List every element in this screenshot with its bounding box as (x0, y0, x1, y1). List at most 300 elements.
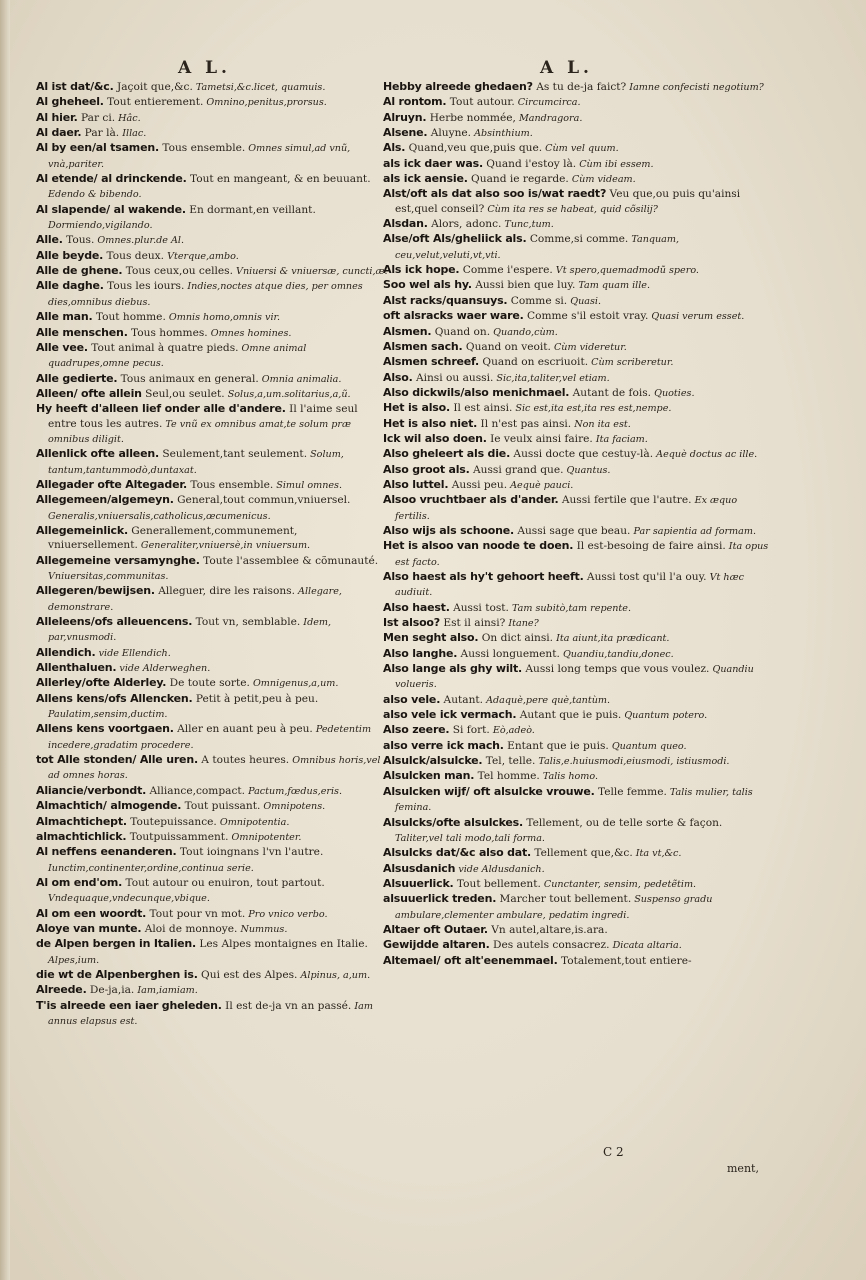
entry-latin: Iam,iamiam. (134, 985, 198, 997)
entry-headword: Allens kens voortgaen. (36, 722, 174, 736)
entry-french: On dict ainsi. (478, 632, 554, 645)
entry-headword: Alsdan. (383, 217, 428, 231)
entry-french: Totalement,tout entiere- (557, 954, 692, 967)
entry-french: Aussi tost qu'il l'a ouy. (583, 571, 707, 583)
dictionary-entry (383, 447, 771, 462)
entry-latin: Dicata altaria. (609, 940, 682, 952)
entry-french: Seul,ou seulet. (141, 387, 225, 400)
entry-headword: Allegeren/bewijsen. (36, 584, 155, 598)
entry-headword: Altaer oft Outaer. (383, 922, 488, 936)
dictionary-entry (383, 769, 771, 784)
dictionary-entry (383, 141, 771, 156)
entry-latin: Omnes simul,ad vnũ, vnà,pariter. (48, 143, 351, 170)
dictionary-entry (383, 723, 771, 738)
entry-french: Autant que ie puis. (516, 709, 622, 722)
signature-mark: C 2 (603, 1145, 624, 1159)
entry-latin: Vniuersitas,communitas. (48, 571, 169, 582)
entry-headword: als ick daer was. (383, 156, 483, 170)
entry-french: Aller en auant peu à peu. (173, 723, 313, 736)
entry-latin: vide Aldusdanich. (455, 863, 545, 875)
entry-headword: Allens kens/ofs Allencken. (36, 691, 193, 705)
dictionary-entry (383, 463, 771, 478)
entry-french: Tout animal à quatre pieds. (87, 341, 239, 354)
page-binding-edge (0, 0, 10, 1280)
entry-headword: Also langhe. (383, 646, 458, 660)
entry-headword: Al gheheel. (36, 95, 104, 109)
entry-latin: Vndequaque,vndecunque,vbique. (48, 893, 210, 905)
entry-headword: Alleleens/ofs alleuencens. (36, 615, 193, 629)
entry-latin: Omnipotentia. (216, 816, 290, 828)
dictionary-entry (36, 172, 388, 203)
entry-headword: Also. (383, 370, 413, 384)
entry-french: General,tout commun,vniuersel. (173, 494, 351, 507)
running-header-left: A L. (178, 58, 231, 78)
entry-latin: Ex æquo fertilis. (395, 495, 738, 522)
entry-french: Tous hommes. (127, 326, 208, 339)
entry-french: Aussi peu. (448, 478, 508, 491)
entry-latin: Non ita est. (571, 418, 631, 430)
entry-headword: Alle daghe. (36, 279, 104, 293)
entry-headword: Alst racks/quansuys. (383, 293, 508, 307)
entry-french: De toute sorte. (166, 677, 250, 690)
entry-french: Vn autel,altare,is.ara. (487, 923, 608, 936)
entry-headword: Aliancie/verbondt. (36, 783, 147, 797)
entry-french: Ainsi ou aussi. (412, 371, 494, 384)
dictionary-entry (383, 111, 771, 126)
entry-headword: Alsulcks/ofte alsulckes. (383, 815, 523, 829)
dictionary-entry (383, 278, 771, 293)
dictionary-entry (36, 692, 388, 723)
entry-latin: Itane? (505, 618, 539, 630)
dictionary-entry (383, 232, 771, 263)
entry-french: Tel homme. (474, 770, 540, 783)
entry-latin: Quando,cùm. (490, 326, 558, 338)
entry-latin: Vt hæc audiuit. (395, 572, 744, 599)
entry-headword: Alle. (36, 233, 63, 247)
entry-headword: Allegemeen/algemeyn. (36, 493, 174, 507)
entry-headword: Al ist dat/&c. (36, 80, 114, 93)
entry-french: Generallement,communement, vniuersellement. (48, 524, 298, 552)
entry-headword: Also groot als. (383, 462, 470, 476)
dictionary-entry (383, 739, 771, 754)
entry-french: Aussi tost. (449, 601, 509, 614)
dictionary-entry (36, 387, 388, 402)
dictionary-entry (36, 907, 388, 922)
entry-latin: Omnino,penitus,prorsus. (203, 97, 327, 109)
entry-french: Par ci. (77, 111, 116, 124)
entry-headword: Also dickwils/also menichmael. (383, 385, 570, 399)
dictionary-entry (36, 310, 388, 325)
entry-french: Des autels consacrez. (489, 939, 610, 952)
entry-latin: Pro vnico verbo. (245, 908, 328, 920)
dictionary-entry (383, 923, 771, 938)
entry-headword: Als. (383, 141, 406, 155)
entry-headword: Allenlick ofte alleen. (36, 447, 159, 461)
entry-headword: Alle vee. (36, 340, 88, 354)
entry-headword: Al hier. (36, 110, 78, 124)
entry-french: Quand on escriuoit. (479, 356, 589, 369)
entry-latin: Tam quam ille. (575, 280, 651, 292)
dictionary-entry (383, 371, 771, 386)
entry-french: Tellement, ou de telle sorte & façon. (523, 816, 723, 829)
entry-french: Aussi long temps que vous voulez. (522, 663, 710, 676)
entry-latin: Pactum,fœdus,eris. (245, 785, 342, 797)
entry-french: Herbe nommée, (426, 111, 516, 124)
dictionary-entry (36, 584, 388, 615)
dictionary-entry (36, 447, 388, 478)
entry-latin: Ita vt,&c. (632, 848, 682, 860)
entry-headword: Hy heeft d'alleen lief onder alle d'andere. (36, 402, 286, 416)
entry-latin: Simul omnes. (273, 479, 343, 491)
entry-latin: Quoties. (651, 387, 695, 399)
entry-headword: Alle de ghene. (36, 264, 123, 278)
entry-headword: Also haest als hy't gehoort heeft. (383, 570, 584, 583)
entry-latin: Alpes,ium. (48, 954, 100, 966)
entry-latin: Idem, par,vnusmodi. (48, 617, 332, 644)
dictionary-entry (383, 401, 771, 416)
entry-latin: Circumcirca. (514, 97, 581, 109)
dictionary-entry (383, 386, 771, 401)
entry-french: Autant. (440, 693, 484, 706)
entry-headword: de Alpen bergen in Italien. (36, 937, 197, 951)
entry-latin: Generalis,vniuersalis,catholicus,œcumenicus. (48, 510, 271, 522)
entry-headword: Al slapende/ al wakende. (36, 202, 186, 216)
entry-headword: also vele. (383, 692, 441, 706)
dictionary-entry (383, 157, 771, 172)
entry-french: Tous animaux en general. (117, 372, 259, 385)
dictionary-entry (36, 784, 388, 799)
entry-headword: Ick wil also doen. (383, 431, 487, 445)
entry-headword: Als ick hope. (383, 263, 460, 277)
dictionary-entry (36, 126, 388, 141)
entry-french: Il n'est pas ainsi. (477, 417, 572, 430)
entry-headword: Alsulcks dat/&c also dat. (383, 846, 532, 860)
entry-french: Si fort. (449, 724, 490, 737)
entry-headword: Alst/oft als dat also soo is/wat raedt? (383, 187, 607, 201)
entry-headword: Al om end'om. (36, 875, 123, 889)
entry-latin: Cùm ita res se habeat, quid cõsilij? (484, 203, 658, 215)
entry-headword: Also luttel. (383, 477, 449, 491)
entry-french: Tous ensemble. (158, 142, 246, 155)
entry-french: Tout homme. (92, 311, 166, 324)
dictionary-entry (36, 968, 388, 983)
dictionary-entry (36, 372, 388, 387)
entry-headword: Hebby alreede ghedaen? (383, 80, 533, 93)
entry-french: Tous deux. (103, 249, 165, 262)
entry-french: Qui est des Alpes. (197, 968, 298, 981)
entry-french: Tout ioingnans l'vn l'autre. (176, 846, 324, 859)
entry-latin: Quandiu volueris. (395, 664, 754, 691)
entry-headword: Al neffens eenanderen. (36, 845, 177, 859)
entry-latin: Mandragora. (515, 112, 583, 124)
entry-headword: Alsene. (383, 126, 428, 140)
dictionary-entry (383, 877, 771, 892)
entry-headword: Alle gedierte. (36, 371, 118, 385)
entry-french: Ie veulx ainsi faire. (486, 432, 593, 445)
entry-french: Est il ainsi? (439, 617, 506, 630)
entry-french: Par là. (81, 127, 120, 140)
entry-french: Aussi grand que. (469, 463, 564, 476)
entry-latin: Edendo & bibendo. (48, 189, 142, 201)
entry-french: Aloi de monnoye. (141, 922, 238, 935)
right-column (383, 80, 771, 969)
dictionary-entry (383, 846, 771, 861)
entry-headword: Alsulcken wijf/ oft alsulcke vrouwe. (383, 784, 595, 798)
dictionary-entry (36, 524, 388, 554)
entry-french: Tous ensemble. (186, 478, 274, 491)
entry-headword: Also zeere. (383, 723, 450, 737)
entry-french: Tout autour. (446, 96, 515, 109)
entry-headword: Also gheleert als die. (383, 447, 511, 461)
dictionary-entry (383, 80, 771, 95)
entry-latin: Omnibus horis,vel ad omnes horas. (48, 755, 381, 782)
dictionary-entry (383, 355, 771, 370)
entry-headword: Alsusdanich (383, 861, 456, 875)
entry-french: Comme i'espere. (459, 264, 553, 277)
dictionary-entry (383, 539, 771, 570)
entry-headword: Alle beyde. (36, 248, 104, 262)
entry-headword: Gewijdde altaren. (383, 938, 490, 952)
entry-french: Comme,si comme. (526, 233, 629, 246)
entry-french: Alliance,compact. (146, 784, 246, 797)
entry-french: Quand on. (431, 325, 491, 338)
entry-latin: Tam subitò,tam repente. (508, 602, 632, 614)
entry-french: Tout vn, semblable. (192, 616, 301, 629)
entry-latin: Omnipotens. (260, 801, 326, 813)
dictionary-entry (36, 264, 388, 279)
entry-headword: Alreede. (36, 983, 87, 997)
entry-headword: tot Alle stonden/ Alle uren. (36, 753, 198, 767)
entry-headword: Alse/oft Als/gheliick als. (383, 232, 527, 246)
dictionary-entry (36, 249, 388, 264)
entry-latin: Quandiu,tandiu,donec. (559, 648, 674, 660)
entry-headword: Allegemeine versamynghe. (36, 553, 200, 567)
entry-latin: Cùm videretur. (550, 341, 627, 353)
entry-headword: Allegemeinlick. (36, 523, 128, 537)
dictionary-entry (383, 524, 771, 539)
entry-latin: Tametsi,&c.licet, quamuis. (192, 82, 326, 93)
entry-french: Telle femme. (594, 785, 667, 798)
entry-latin: Eò,adeò. (489, 725, 535, 737)
entry-latin: Vt spero,quemadmodũ spero. (552, 265, 699, 277)
dictionary-entry (383, 954, 771, 969)
entry-headword: Almachtichept. (36, 814, 127, 828)
entry-french: Tout en mangeant, & en beuuant. (186, 173, 371, 186)
entry-latin: Iam annus elapsus est. (48, 1000, 373, 1027)
dictionary-entry (36, 493, 388, 524)
dictionary-entry (383, 263, 771, 278)
entry-latin: Cùm videam. (568, 174, 636, 186)
entry-headword: Alsmen. (383, 324, 432, 338)
dictionary-entry (383, 785, 771, 816)
entry-latin: Ita aiunt,ita prædicant. (553, 633, 670, 645)
dictionary-entry (383, 862, 771, 877)
entry-headword: also vele ick vermach. (383, 708, 517, 722)
running-header-right: A L. (540, 58, 593, 78)
entry-latin: Sic est,ita est,ita res est,nempe. (512, 403, 672, 415)
entry-latin: Quantus. (563, 464, 611, 476)
entry-latin: Adaquè,pere què,tantùm. (483, 694, 611, 706)
dictionary-entry (383, 816, 771, 847)
dictionary-entry (383, 601, 771, 616)
entry-latin: Omne animal quadrupes,omne pecus. (48, 342, 307, 370)
entry-french: Quand i'estoy là. (482, 157, 577, 170)
entry-latin: Cùm ibi essem. (576, 158, 654, 170)
entry-french: Il l'aime seul entre tous les autres. (48, 403, 358, 430)
entry-french: Petit à petit,peu à peu. (192, 692, 319, 705)
entry-latin: Talis mulier, talis femina. (395, 786, 753, 814)
catchword: ment, (727, 1162, 759, 1175)
entry-french: Jaçoit que,&c. (113, 81, 193, 93)
entry-headword: Allendich. (36, 645, 96, 659)
entry-french: Tellement que,&c. (531, 847, 633, 860)
entry-french: As tu de-ja faict? (532, 81, 627, 93)
entry-latin: Tunc,tum. (501, 219, 554, 231)
dictionary-entry (383, 95, 771, 110)
dictionary-entry (383, 938, 771, 953)
entry-latin: Suspenso gradu ambulare,clementer ambulare, pedatim ingredi. (395, 894, 713, 921)
entry-latin: Pedetentim incedere,gradatim procedere. (48, 724, 372, 751)
dictionary-entry (36, 279, 388, 310)
entry-french: Tous ceux,ou celles. (122, 265, 233, 278)
entry-french: Il est de-ja vn an passé. (221, 999, 352, 1012)
entry-french: Il est-besoing de faire ainsi. (573, 540, 726, 553)
entry-headword: alsuuerlick treden. (383, 892, 497, 906)
dictionary-entry (36, 922, 388, 937)
entry-headword: Aloye van munte. (36, 921, 142, 935)
entry-latin: vide Ellendich. (95, 647, 171, 659)
entry-latin: vide Alderweghen. (116, 663, 211, 675)
entry-french: Tout autour ou enuiron, tout partout. (122, 876, 325, 889)
entry-latin: Te vnũ ex omnibus amat,te solum præ omnibus diligit. (48, 418, 351, 445)
entry-latin: Omnes.plur.de Al. (94, 235, 185, 247)
dictionary-entry (36, 753, 388, 784)
entry-latin: Aequè doctus ac ille. (653, 449, 758, 461)
entry-latin: Quantum queo. (608, 740, 687, 752)
entry-headword: Alsulcken man. (383, 769, 475, 783)
dictionary-entry (36, 999, 388, 1030)
dictionary-entry (36, 661, 388, 676)
entry-latin: Allegare, demonstrare. (48, 586, 342, 613)
entry-latin: Solus,a,um.solitarius,a,ũ. (224, 388, 351, 400)
entry-latin: Ita opus est facto. (395, 541, 769, 568)
dictionary-entry (383, 647, 771, 662)
dictionary-entry (36, 676, 388, 691)
dictionary-entry (36, 326, 388, 341)
dictionary-entry (383, 754, 771, 769)
entry-headword: Alle menschen. (36, 325, 128, 339)
entry-latin: Omnia animalia. (258, 373, 342, 385)
entry-latin: Aequè pauci. (507, 479, 574, 491)
entry-french: Quand ie regarde. (467, 173, 569, 186)
entry-headword: Al etende/ al drinckende. (36, 172, 187, 186)
entry-french: Il est ainsi. (449, 402, 513, 415)
dictionary-entry (36, 876, 388, 907)
entry-latin: Vniuersi & vniuersæ, cuncti,æ. (232, 266, 388, 278)
dictionary-entry (36, 615, 388, 646)
entry-french: Toutpuissamment. (126, 830, 229, 843)
entry-french: Toutepuissance. (126, 815, 217, 828)
left-column (36, 80, 388, 1029)
entry-latin: Iunctim,continenter,ordine,continua serie. (48, 862, 254, 874)
dictionary-entry (383, 693, 771, 708)
dictionary-entry (36, 141, 388, 172)
entry-headword: Allegader ofte Altegader. (36, 477, 187, 491)
dictionary-entry (383, 126, 771, 141)
dictionary-entry (383, 340, 771, 355)
entry-latin: Hâc. (115, 112, 141, 124)
entry-latin: Quasi. (567, 295, 602, 307)
entry-latin: Absinthium. (471, 128, 533, 140)
dictionary-entry (36, 478, 388, 493)
entry-french: Comme s'il estoit vray. (523, 310, 649, 323)
entry-latin: Vterque,ambo. (164, 250, 239, 262)
entry-headword: Also lange als ghy wilt. (383, 662, 523, 676)
entry-latin: Par sapientia ad formam. (630, 525, 757, 537)
entry-headword: T'is alreede een iaer gheleden. (36, 998, 222, 1012)
dictionary-entry (383, 172, 771, 187)
dictionary-entry (36, 983, 388, 998)
entry-latin: Talis,e.huiusmodi,eiusmodi, istiusmodi. (535, 756, 730, 768)
entry-latin: Alpinus, a,um. (297, 969, 371, 981)
entry-french: Tout entierement. (103, 96, 204, 109)
entry-french: Tout pour vn mot. (146, 907, 246, 920)
entry-latin: Solum, tantum,tantummodò,duntaxat. (48, 449, 344, 476)
dictionary-entry (383, 570, 771, 601)
entry-french: Les Alpes montaignes en Italie. (196, 938, 368, 951)
dictionary-entry (36, 341, 388, 372)
dictionary-entry (383, 478, 771, 493)
dictionary-entry (36, 111, 388, 126)
dictionary-entry (36, 799, 388, 814)
dictionary-entry (36, 722, 388, 753)
entry-french: Veu que,ou puis qu'ainsi est,quel conseil? (395, 188, 741, 215)
entry-french: Seulement,tant seulement. (158, 448, 308, 461)
dictionary-entry (383, 217, 771, 232)
entry-headword: Al by een/al tsamen. (36, 141, 159, 155)
entry-headword: Alsuuerlick. (383, 876, 454, 890)
entry-french: Alors, adonc. (427, 218, 502, 231)
entry-french: Toute l'assemblee & cõmunauté. (199, 554, 379, 567)
dictionary-entry (383, 662, 771, 693)
entry-headword: Also wijs als schoone. (383, 523, 514, 537)
entry-latin: Omnis homo,omnis vir. (165, 312, 281, 324)
entry-latin: Illac. (119, 128, 147, 140)
entry-latin: Tanquam, ceu,velut,veluti,vt,vti. (395, 234, 680, 261)
entry-latin: Indies,noctes atque dies, per omnes dies,omnibus diebus. (48, 281, 363, 308)
entry-french: Entant que ie puis. (503, 739, 609, 752)
entry-french: Marcher tout bellement. (496, 893, 632, 906)
entry-latin: Paulatim,sensim,ductim. (48, 709, 168, 721)
entry-headword: Alsmen schreef. (383, 355, 480, 369)
entry-headword: Allerley/ofte Alderley. (36, 676, 167, 690)
entry-latin: Generaliter,vniuersè,in vniuersum. (137, 540, 311, 552)
entry-french: Alleguer, dire les raisons. (154, 585, 295, 598)
entry-french: Aussi fertile que l'autre. (558, 494, 692, 507)
entry-french: De-ja,ia. (86, 984, 135, 997)
entry-french: Tout bellement. (453, 877, 541, 890)
entry-latin: Nummus. (237, 923, 288, 935)
dictionary-entry (383, 309, 771, 324)
dictionary-entry (383, 187, 771, 217)
dictionary-entry (383, 493, 771, 524)
dictionary-entry (36, 937, 388, 968)
entry-headword: als ick aensie. (383, 172, 468, 186)
dictionary-entry (36, 402, 388, 447)
entry-french: Quand on veoit. (462, 340, 551, 353)
entry-latin: Omnes homines. (207, 327, 292, 339)
entry-headword: Het is also niet. (383, 416, 478, 430)
